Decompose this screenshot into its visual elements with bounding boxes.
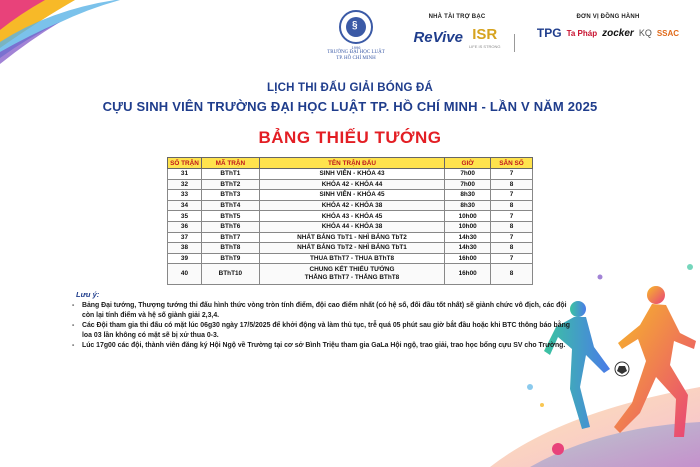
schedule-title: LỊCH THI ĐẤU GIẢI BÓNG ĐÁ	[267, 82, 433, 94]
cell-time: 10h00	[445, 221, 491, 232]
final-match-name-line1: CHUNG KẾT THIẾU TƯỚNG	[309, 266, 395, 274]
cell-time: 8h30	[445, 200, 491, 211]
cell-field: 8	[491, 264, 533, 285]
cell-match-code: BThT6	[201, 221, 259, 232]
taphap-logo: Ta Pháp	[566, 28, 598, 38]
cell-match-no: 40	[168, 264, 202, 285]
col-header-field: SÂN SỐ	[491, 158, 533, 169]
isr-logo: ISR	[472, 26, 498, 43]
sponsor-divider	[514, 34, 515, 52]
cell-field: 7	[491, 190, 533, 201]
silver-sponsor-title: NHÀ TÀI TRỢ BẠC	[428, 14, 486, 20]
cell-match-no: 37	[168, 232, 202, 243]
school-established: 1996	[351, 45, 361, 50]
corner-decoration	[0, 0, 120, 80]
notes-section	[68, 290, 573, 352]
cell-match-code: BThT9	[201, 253, 259, 264]
cell-field: 8	[491, 179, 533, 190]
school-name-line1: TRƯỜNG ĐẠI HỌC LUẬT	[327, 50, 385, 55]
school-name-line2: TP. HỒ CHÍ MINH	[336, 56, 376, 61]
cell-match-code: BThT7	[201, 232, 259, 243]
cell-match-no: 32	[168, 179, 202, 190]
silver-sponsor-block	[402, 14, 512, 49]
cell-time: 16h00	[445, 253, 491, 264]
cell-match-code: BThT5	[201, 211, 259, 222]
table-header-row	[168, 158, 533, 169]
school-seal-icon: §	[339, 10, 373, 44]
notes-title: Lưu ý:	[76, 290, 100, 299]
schedule-table	[167, 157, 533, 285]
cell-match-name: KHÓA 42 - KHÓA 38	[259, 200, 444, 211]
table-row	[168, 200, 533, 211]
cell-time: 14h30	[445, 243, 491, 254]
cell-match-no: 34	[168, 200, 202, 211]
note-item: - Lúc 17g00 các đội, thành viên đăng ký Hội Ngộ về Trường tại cơ sở Bình Triệu tham gia GaLa Hội ngộ, trao giải, trao học bổng cựu SV cho Trường.	[68, 341, 573, 351]
cell-time: 7h00	[445, 179, 491, 190]
cell-field: 7	[491, 169, 533, 180]
col-header-match-name: TÊN TRẬN ĐẤU	[259, 158, 444, 169]
col-header-match-code: MÃ TRẬN	[201, 158, 259, 169]
cell-match-name: SINH VIÊN - KHÓA 45	[259, 190, 444, 201]
table-row	[168, 232, 533, 243]
cell-field: 7	[491, 232, 533, 243]
cell-time: 14h30	[445, 232, 491, 243]
cell-match-no: 31	[168, 169, 202, 180]
cell-field: 8	[491, 200, 533, 211]
cell-match-code: BThT2	[201, 179, 259, 190]
cell-match-name	[259, 264, 444, 285]
tournament-title: CỰU SINH VIÊN TRƯỜNG ĐẠI HỌC LUẬT TP. HỒ CHÍ MINH - LẦN V NĂM 2025	[102, 99, 598, 114]
zocker-logo: zocker	[602, 27, 634, 39]
cell-time: 10h00	[445, 211, 491, 222]
col-header-match-no: SỐ TRẬN	[168, 158, 202, 169]
table-row	[168, 243, 533, 254]
cell-field: 8	[491, 221, 533, 232]
cell-field: 7	[491, 253, 533, 264]
cell-match-no: 33	[168, 190, 202, 201]
cell-match-code: BThT4	[201, 200, 259, 211]
cell-match-no: 38	[168, 243, 202, 254]
table-row	[168, 179, 533, 190]
partners-title: ĐƠN VỊ ĐỒNG HÀNH	[576, 14, 640, 20]
cell-match-name: KHÓA 43 - KHÓA 45	[259, 211, 444, 222]
cell-time: 8h30	[445, 190, 491, 201]
cell-match-name: KHÓA 42 - KHÓA 44	[259, 179, 444, 190]
cell-match-no: 36	[168, 221, 202, 232]
cell-match-code: BThT10	[201, 264, 259, 285]
cell-match-name: SINH VIÊN - KHÓA 43	[259, 169, 444, 180]
cell-field: 7	[491, 211, 533, 222]
cell-match-code: BThT3	[201, 190, 259, 201]
table-row	[168, 253, 533, 264]
note-item: - Bảng Đại tướng, Thượng tướng thi đấu hình thức vòng tròn tính điểm, đội cao điểm nhất (có hệ số, đối đầu tốt nhất) sẽ giành chức vô địch, các đội còn lại tính điểm và hệ số giành giải 2,3,4.	[68, 301, 573, 320]
table-row	[168, 221, 533, 232]
cell-match-no: 39	[168, 253, 202, 264]
cell-match-code: BThT8	[201, 243, 259, 254]
kq-logo: KQ	[638, 28, 652, 38]
isr-tagline: LIFE IS STRONG	[468, 44, 501, 49]
group-title: BẢNG THIẾU TƯỚNG	[258, 128, 442, 147]
cell-match-code: BThT1	[201, 169, 259, 180]
final-match-name-line2: THẮNG BThT7 - THẮNG BThT8	[304, 274, 400, 282]
cell-field: 8	[491, 243, 533, 254]
tpg-logo: TPG	[536, 26, 562, 40]
cell-match-name: NHẤT BẢNG TbT1 - NHÌ BẢNG TbT2	[259, 232, 444, 243]
table-row	[168, 169, 533, 180]
cell-time: 7h00	[445, 169, 491, 180]
school-logo	[326, 10, 386, 62]
cell-time: 16h00	[445, 264, 491, 285]
cell-match-name: KHÓA 44 - KHÓA 38	[259, 221, 444, 232]
table-row-final	[168, 264, 533, 285]
table-row	[168, 211, 533, 222]
cell-match-name: THUA BThT7 - THUA BThT8	[259, 253, 444, 264]
ssac-logo: SSAC	[656, 28, 680, 38]
partners-block	[520, 14, 696, 40]
revive-logo: ReVive	[413, 29, 463, 46]
col-header-time: GIỜ	[445, 158, 491, 169]
cell-match-no: 35	[168, 211, 202, 222]
note-item: - Các Đội tham gia thi đấu có mặt lúc 06g30 ngày 17/5/2025 để khởi động và làm thủ tục, trễ quá 05 phút sau giờ bắt đầu hoặc khi BTC thông báo bằng loa 03 lần không có mặt sẽ bị xử thua 0-3.	[68, 321, 573, 340]
cell-match-name: NHẤT BẢNG TbT2 - NHÌ BẢNG TbT1	[259, 243, 444, 254]
table-row	[168, 190, 533, 201]
